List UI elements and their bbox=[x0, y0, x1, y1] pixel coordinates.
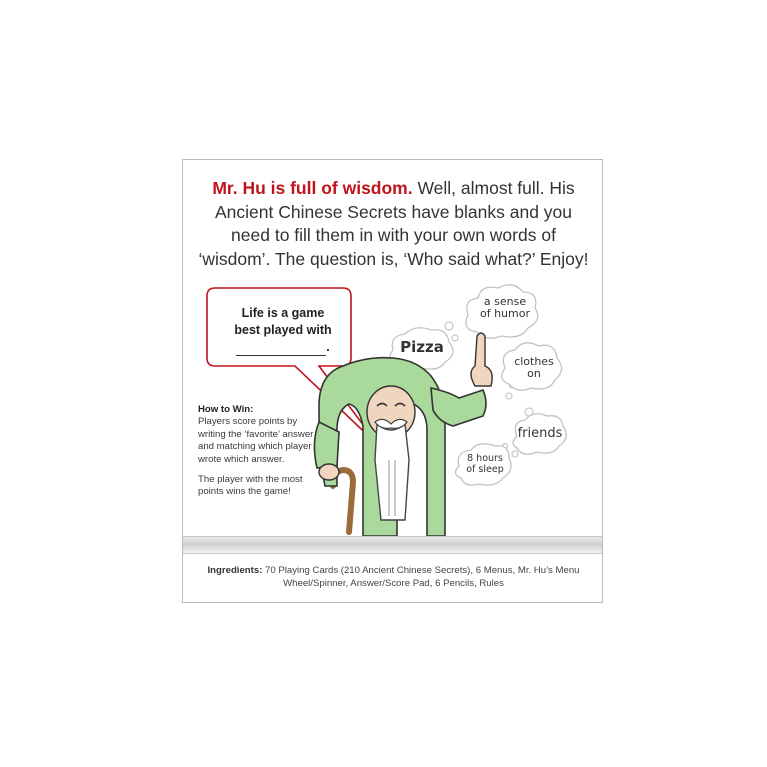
how-to-win-text: Players score points by writing the ‘favorite’ answer and matching which player wrote which answer. bbox=[198, 416, 314, 465]
sleep-line-1: 8 hours bbox=[467, 453, 503, 464]
clothes-line-2: on bbox=[527, 367, 541, 380]
intro-text: Well, almost full. His Ancient Chinese Secrets have blanks and you need to fill them in with your own words of ‘wisdom’. The question is, ‘Who said what?’ Enjoy! bbox=[198, 178, 589, 269]
sleep-line-2: of sleep bbox=[466, 464, 504, 475]
speech-line-1: Life is a game bbox=[241, 306, 325, 320]
ingredients-title: Ingredients: bbox=[207, 565, 263, 576]
thought-label-sense-of-humor bbox=[473, 296, 537, 320]
thought-label-sleep bbox=[461, 453, 509, 475]
ingredients-section bbox=[195, 564, 592, 590]
ingredients-text: 70 Playing Cards (210 Ancient Chinese Secrets), 6 Menus, Mr. Hu’s Menu Wheel/Spinner, Answer/Score Pad, 6 Pencils, Rules bbox=[262, 565, 580, 589]
thought-label-friends: friends bbox=[517, 426, 563, 441]
sense-line-1: a sense bbox=[483, 295, 527, 308]
game-box-back bbox=[182, 159, 603, 603]
sense-line-2: of humor bbox=[479, 307, 530, 320]
right-hand bbox=[471, 333, 492, 386]
speech-line-2: best played with bbox=[234, 323, 332, 337]
thought-label-pizza: Pizza bbox=[400, 338, 444, 356]
speech-line-3: . bbox=[326, 340, 330, 354]
speech-bubble-text bbox=[209, 305, 357, 356]
intro-highlight: Mr. Hu is full of wisdom. bbox=[212, 178, 413, 198]
beard bbox=[375, 424, 409, 520]
how-to-win-section bbox=[198, 404, 323, 507]
thought-label-clothes-on bbox=[509, 356, 559, 380]
divider-band bbox=[183, 536, 602, 554]
how-to-win-text-2: The player with the most points wins the game! bbox=[198, 474, 303, 498]
how-to-win-title: How to Win: bbox=[198, 404, 254, 415]
clothes-line-1: clothes bbox=[514, 355, 554, 368]
speech-blank-line bbox=[209, 339, 357, 356]
fill-in-blank bbox=[236, 342, 326, 356]
